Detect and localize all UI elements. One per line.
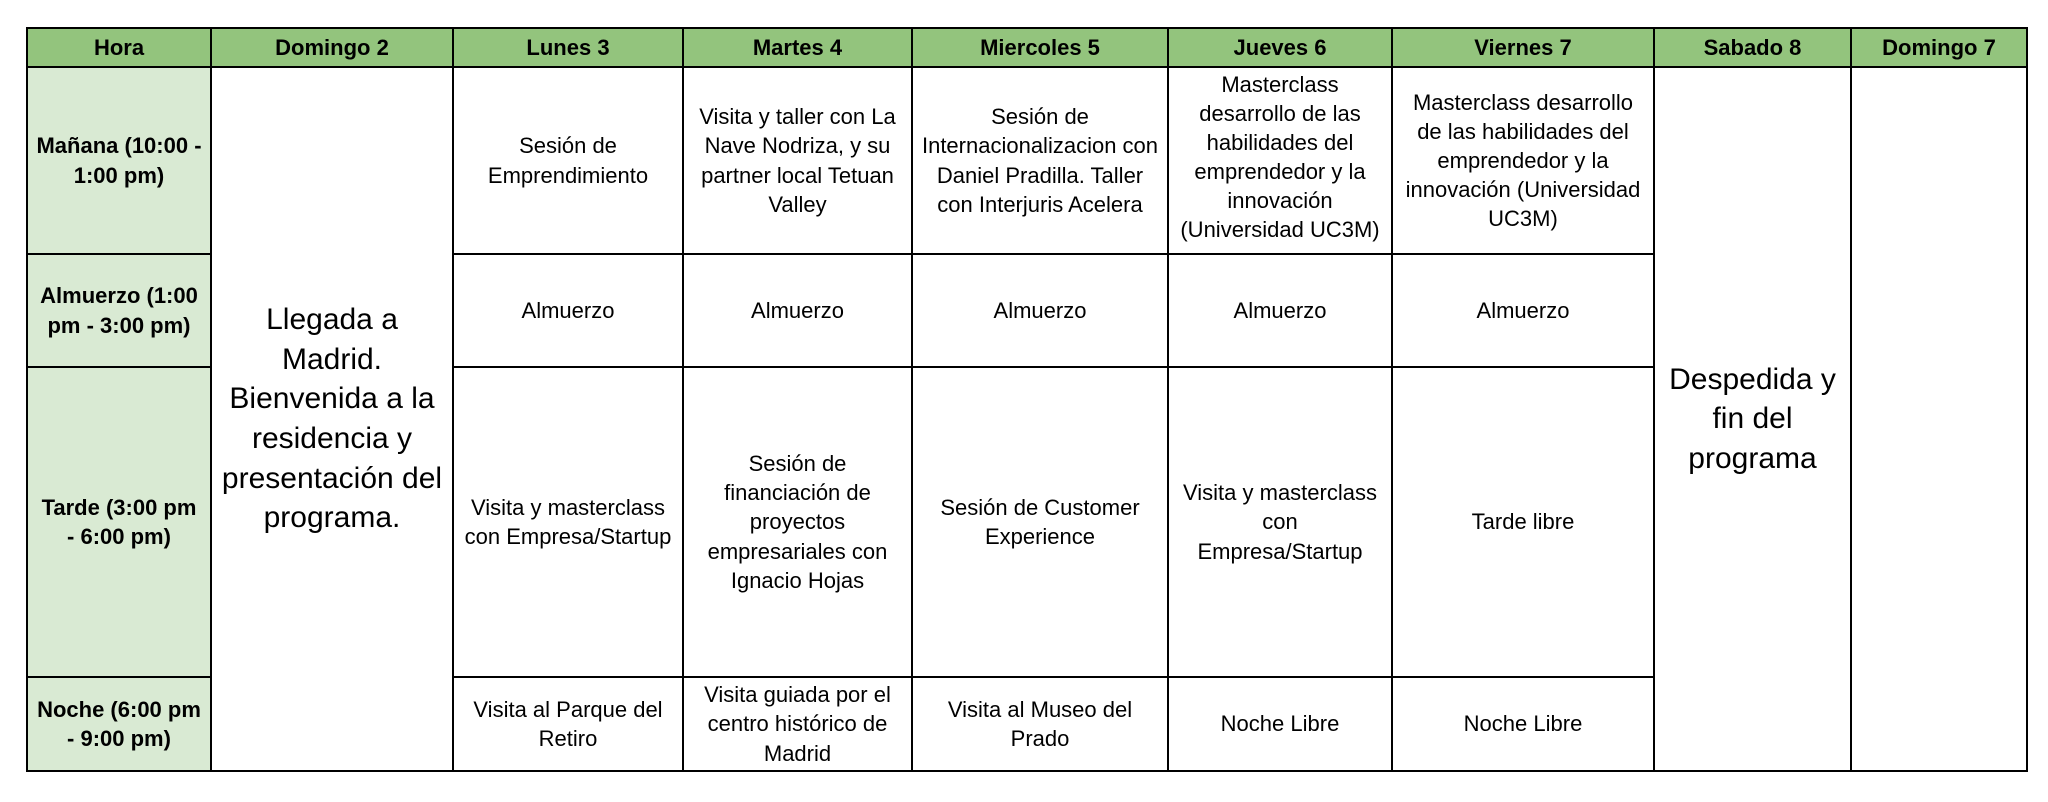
- header-row: [27, 28, 2027, 67]
- tarde-jueves-6: Visita y masterclass con Empresa/Startup: [1168, 367, 1392, 677]
- manana-jueves-6: [1168, 67, 1392, 254]
- noche-jueves-6: Noche Libre: [1168, 677, 1392, 771]
- manana-lunes-3: Sesión de Emprendimiento: [453, 67, 683, 254]
- noche-viernes-7: Noche Libre: [1392, 677, 1654, 771]
- almuerzo-lunes-3: Almuerzo: [453, 254, 683, 367]
- tarde-viernes-7: Tarde libre: [1392, 367, 1654, 677]
- header-martes-4: Martes 4: [683, 28, 912, 67]
- sabado-8-all-day: Despedida y fin del programa: [1654, 67, 1851, 771]
- schedule-table: [26, 27, 2028, 772]
- row-manana: [27, 67, 2027, 254]
- almuerzo-viernes-7: Almuerzo: [1392, 254, 1654, 367]
- manana-viernes-7: Masterclass desarrollo de las habilidades del emprendedor y la innovación (Universidad UC3M): [1392, 67, 1654, 254]
- noche-lunes-3: Visita al Parque del Retiro: [453, 677, 683, 771]
- domingo-2-all-day: Llegada a Madrid. Bienvenida a la residencia y presentación del programa.: [211, 67, 453, 771]
- time-noche: Noche (6:00 pm - 9:00 pm): [27, 677, 211, 771]
- time-tarde: Tarde (3:00 pm - 6:00 pm): [27, 367, 211, 677]
- almuerzo-martes-4: Almuerzo: [683, 254, 912, 367]
- header-viernes-7: Viernes 7: [1392, 28, 1654, 67]
- manana-jueves-6-text: Masterclass desarrollo de las habilidades del emprendedor y la innovación (Universidad UC3M): [1180, 72, 1380, 243]
- header-hora: Hora: [27, 28, 211, 67]
- header-domingo-7: Domingo 7: [1851, 28, 2027, 67]
- header-lunes-3: Lunes 3: [453, 28, 683, 67]
- noche-miercoles-5: Visita al Museo del Prado: [912, 677, 1168, 771]
- time-almuerzo: Almuerzo (1:00 pm - 3:00 pm): [27, 254, 211, 367]
- tarde-lunes-3: Visita y masterclass con Empresa/Startup: [453, 367, 683, 677]
- almuerzo-miercoles-5: Almuerzo: [912, 254, 1168, 367]
- noche-martes-4: Visita guiada por el centro histórico de Madrid: [683, 677, 912, 771]
- manana-miercoles-5: Sesión de Internacionalizacion con Daniel Pradilla. Taller con Interjuris Acelera: [912, 67, 1168, 254]
- header-miercoles-5: Miercoles 5: [912, 28, 1168, 67]
- manana-martes-4: Visita y taller con La Nave Nodriza, y su partner local Tetuan Valley: [683, 67, 912, 254]
- schedule-container: [26, 27, 2028, 772]
- almuerzo-jueves-6: Almuerzo: [1168, 254, 1392, 367]
- time-manana: Mañana (10:00 - 1:00 pm): [27, 67, 211, 254]
- header-jueves-6: Jueves 6: [1168, 28, 1392, 67]
- tarde-martes-4: Sesión de financiación de proyectos empresariales con Ignacio Hojas: [683, 367, 912, 677]
- header-domingo-2: Domingo 2: [211, 28, 453, 67]
- domingo-7-all-day: [1851, 67, 2027, 771]
- header-sabado-8: Sabado 8: [1654, 28, 1851, 67]
- tarde-miercoles-5: Sesión de Customer Experience: [912, 367, 1168, 677]
